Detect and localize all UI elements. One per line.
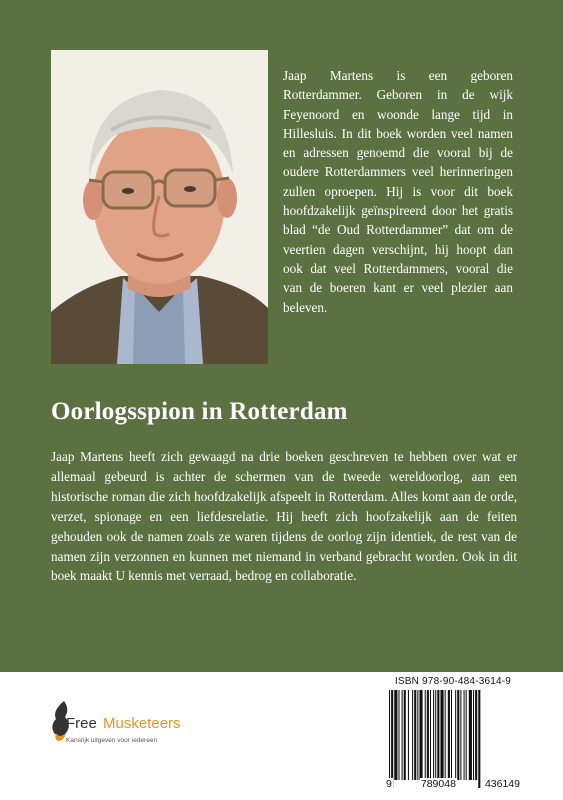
publisher-name-free: Free <box>66 715 97 732</box>
barcode-digits-right: 436149 <box>484 778 520 790</box>
footer-panel <box>0 672 563 800</box>
publisher-logo <box>50 697 220 757</box>
publisher-tagline: Kansrijk uitgeven voor iedereen <box>66 737 158 744</box>
publisher-name-musketeers: Musketeers <box>103 715 181 732</box>
barcode <box>383 690 523 790</box>
book-description: Jaap Martens heeft zich gewaagd na drie boeken geschreven te hebben over wat er allemaal gebeurd is achter de schermen van de tweede wereldoorlog, aan een historische roman die zich hoofdzakelijk afspeelt in Rotterdam. Alles komt aan de orde, verzet, spionage en een liefdesrelatie. Hij heeft zich hoofzakelijk aan de feiten gehouden ook de namen zoals ze waren tijdens de oorlog zijn identiek, de rest van de namen zijn verzonnen en kunnen met niemand in verband gebracht worden. Ook in dit boek maakt U kennis met verraad, bedrog en collaboratie. <box>51 449 517 584</box>
author-bio: Jaap Martens is een geboren Rotterdammer. Geboren in de wijk Feyenoord en woonde lange tijd in Hillesluis. In dit boek worden veel namen en adressen genoemd die vooral bij de oudere Rotterdammers veel herinneringen zullen oproepen. Hij is voor dit boek hoofdzakelijk geïnspireerd door het gratis blad “de Oud Rotterdammer” dat om de veertien dagen verschijnt, hij hoopt dan ook dat veel Rotterdammers, vooral die van de boeren kant er veel plezier aan beleven. <box>283 68 513 315</box>
barcode-digits-left: 789048 <box>420 778 456 790</box>
book-title: Oorlogsspion in Rotterdam <box>51 398 348 425</box>
barcode-digits <box>383 778 523 790</box>
author-portrait <box>51 50 268 364</box>
barcode-digit-lead: 9 <box>386 778 392 790</box>
isbn-label: ISBN 978-90-484-3614-9 <box>394 676 512 687</box>
